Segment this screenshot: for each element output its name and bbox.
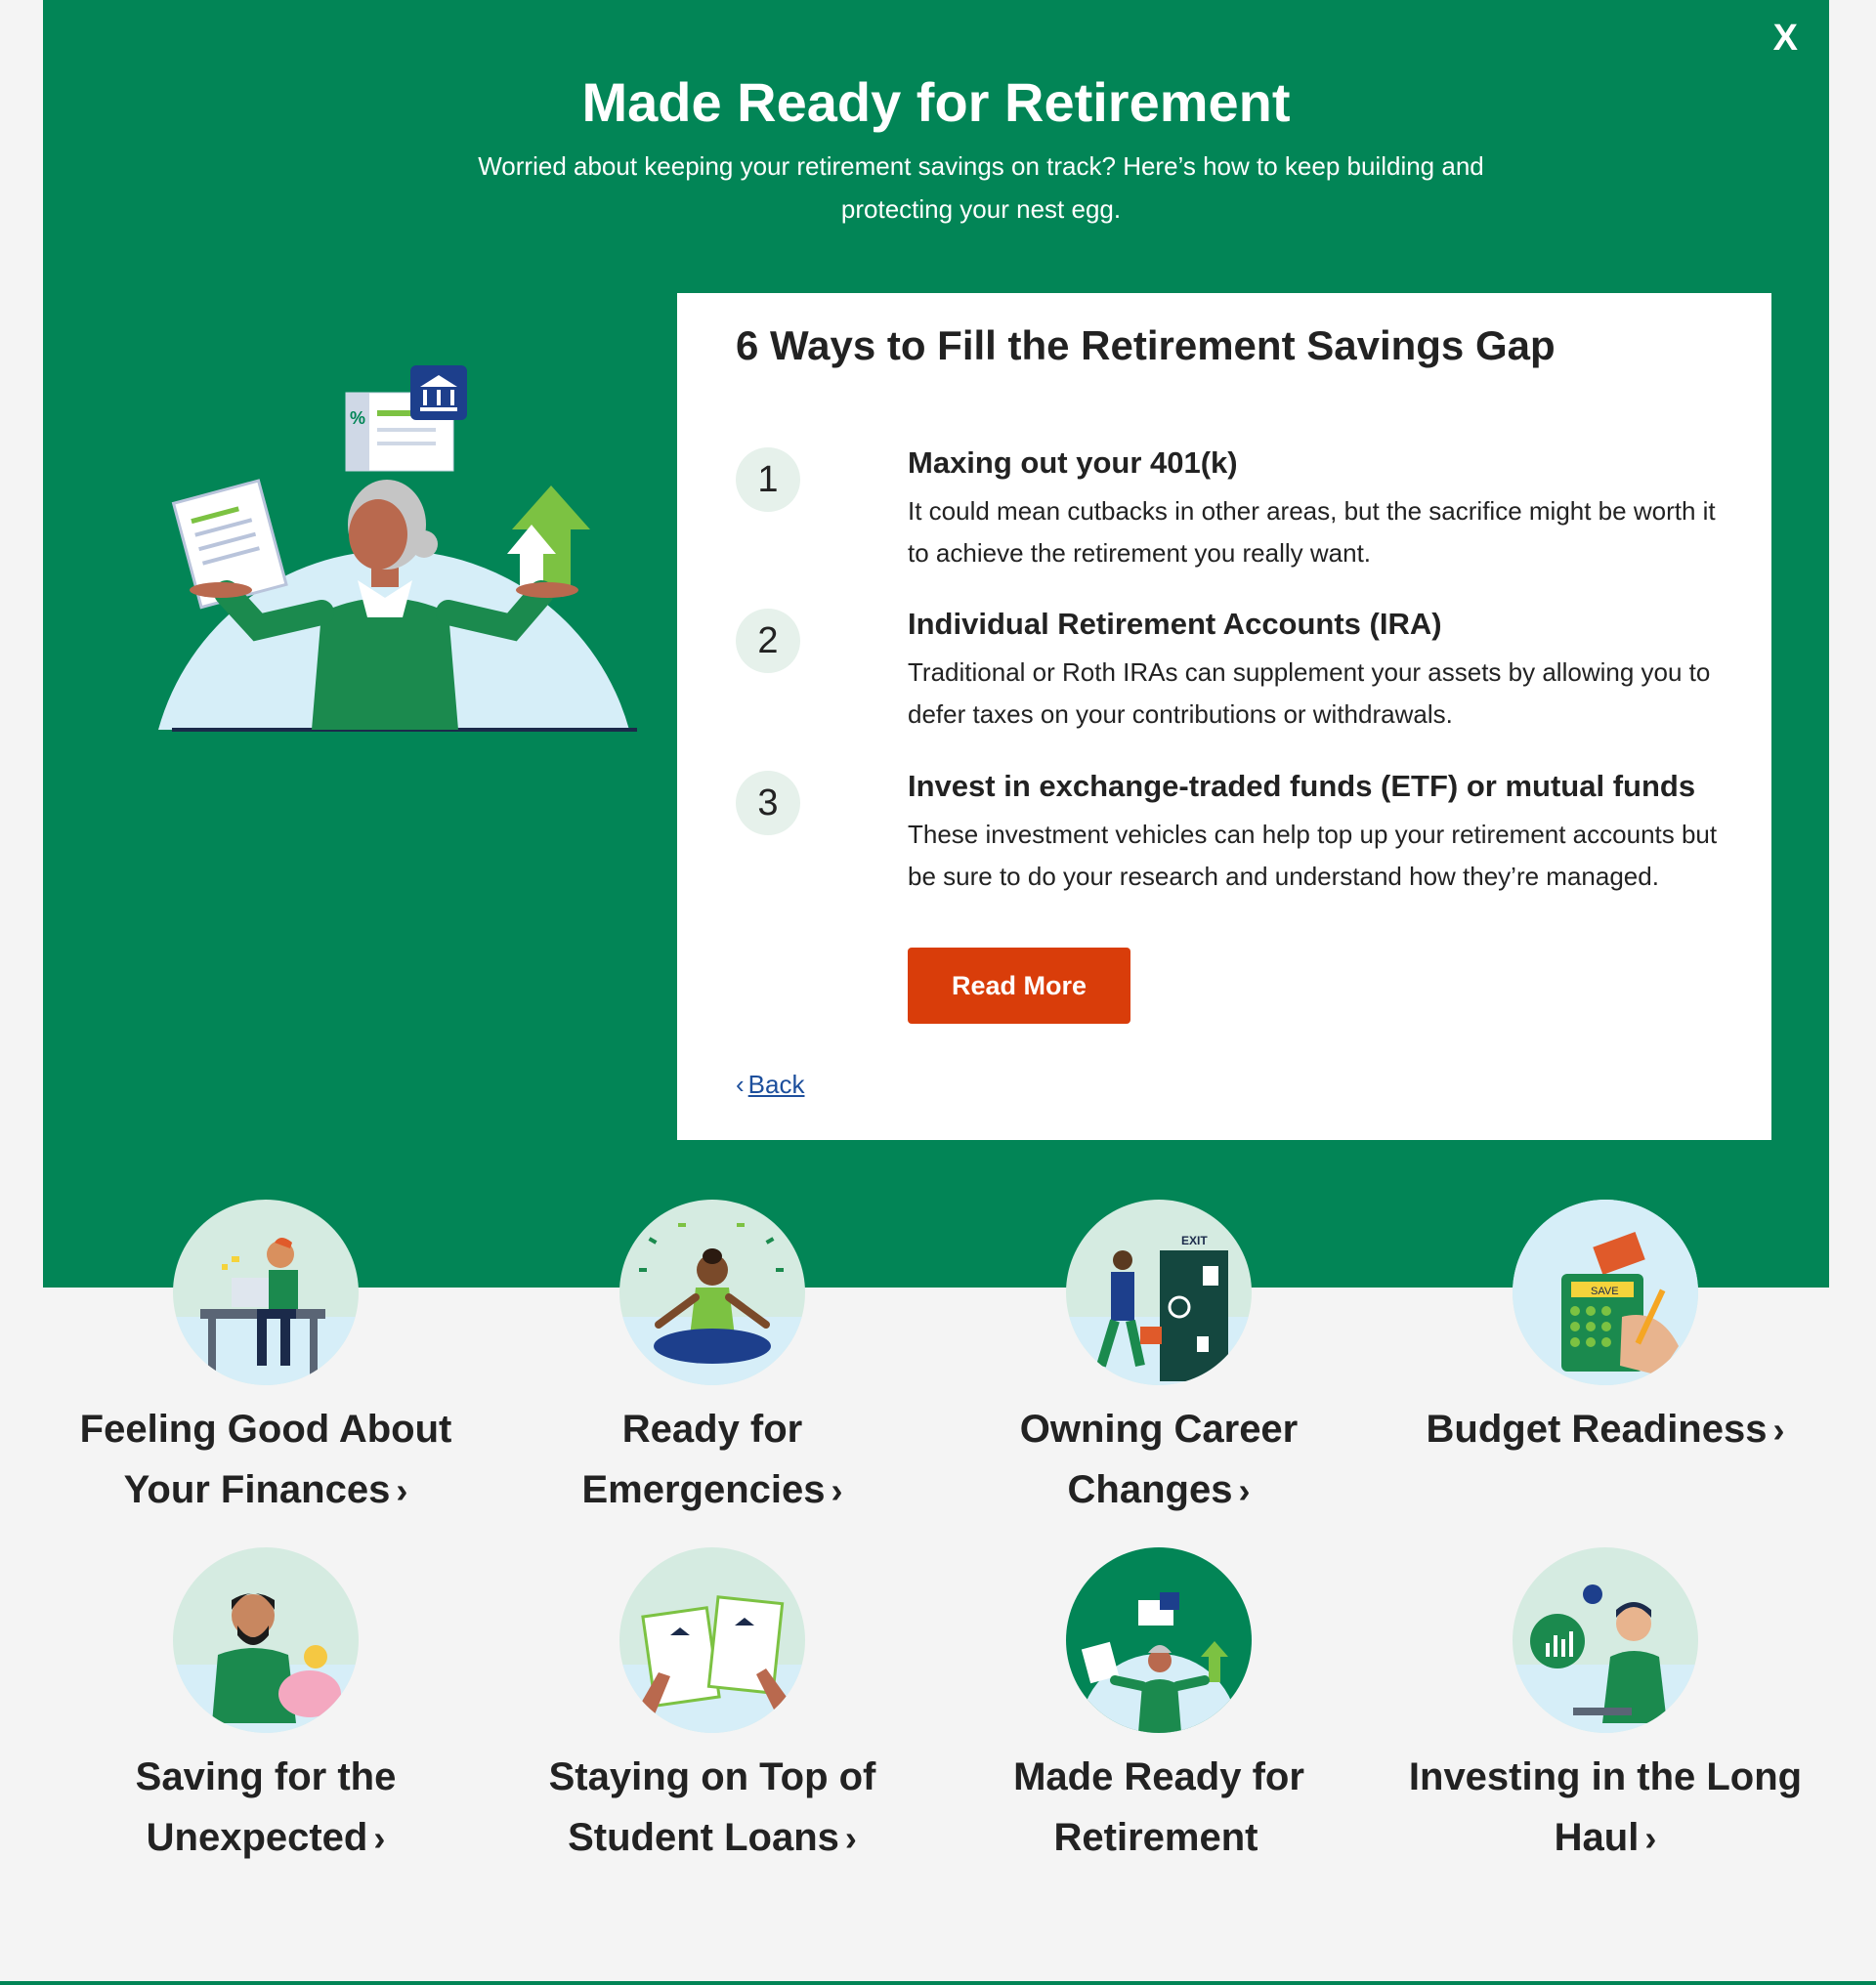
topic-label: Budget Readiness (1426, 1408, 1768, 1451)
step-body: Traditional or Roth IRAs can supplement your assets by allowing you to defer taxes on your contributions or withdrawals. (908, 657, 1711, 729)
meditating-person-icon (619, 1200, 805, 1385)
step-number: 2 (736, 609, 800, 673)
topic-label: Saving for the Unexpected (135, 1755, 397, 1859)
topic-label: Investing in the Long Haul (1408, 1755, 1803, 1859)
chevron-right-icon: › (1644, 1818, 1657, 1858)
modal-subtitle: Worried about keeping your retirement savings on track? Here’s how to keep building and protecting your nest egg. (478, 151, 1484, 224)
piggy-bank-icon (173, 1547, 359, 1733)
retirement-icon (1066, 1547, 1252, 1733)
desk-person-icon (173, 1200, 359, 1385)
topic-budget-readiness[interactable] (1400, 1200, 1811, 1460)
step-number: 1 (736, 447, 800, 512)
read-more-button[interactable]: Read More (908, 948, 1130, 1024)
chevron-right-icon: › (844, 1818, 857, 1858)
topic-label: Ready for Emergencies (581, 1408, 826, 1511)
topic-label: Feeling Good About Your Finances (79, 1408, 452, 1511)
calculator-icon (1513, 1200, 1698, 1385)
topic-student-loans[interactable] (507, 1547, 917, 1869)
chevron-left-icon: ‹ (736, 1070, 745, 1099)
retirement-tips-card (677, 293, 1771, 1140)
chevron-right-icon: › (1772, 1410, 1785, 1450)
step-body: These investment vehicles can help top up your retirement accounts but be sure to do your research and understand how they’re managed. (908, 820, 1718, 891)
back-link-label: Back (747, 1070, 805, 1099)
topic-label: Owning Career Changes (1019, 1408, 1299, 1511)
step-heading: Individual Retirement Accounts (IRA) (908, 607, 1442, 641)
modal-title: Made Ready for Retirement (581, 71, 1291, 133)
step-body: It could mean cutbacks in other areas, but the sacrifice might be worth it to achieve the retirement you really want. (908, 496, 1716, 568)
topic-owning-career-changes[interactable] (954, 1200, 1364, 1521)
close-button[interactable]: X (1772, 18, 1798, 59)
bank-icon (410, 365, 467, 420)
chevron-right-icon: › (1238, 1470, 1251, 1510)
step-heading: Invest in exchange-traded funds (ETF) or mutual funds (908, 769, 1696, 803)
up-arrow-icon (507, 486, 590, 593)
topic-feeling-good[interactable] (61, 1200, 471, 1521)
step-heading: Maxing out your 401(k) (908, 445, 1238, 480)
topic-label: Staying on Top of Student Loans (548, 1755, 876, 1859)
topic-made-ready-for-retirement[interactable] (954, 1547, 1364, 1869)
svg-text:%: % (350, 408, 366, 428)
chevron-right-icon: › (831, 1470, 843, 1510)
svg-text:EXIT: EXIT (1181, 1234, 1208, 1247)
chevron-right-icon: › (396, 1470, 408, 1510)
investor-icon (1513, 1547, 1698, 1733)
topic-saving-for-unexpected[interactable] (61, 1547, 471, 1869)
exit-door-icon (1066, 1200, 1252, 1385)
topic-label: Made Ready for Retirement (1013, 1755, 1304, 1859)
modal-panel (43, 0, 1829, 1288)
chevron-right-icon: › (373, 1818, 386, 1858)
card-title: 6 Ways to Fill the Retirement Savings Gap (736, 322, 1556, 368)
step-number: 3 (736, 771, 800, 835)
topic-investing-long-haul[interactable] (1400, 1547, 1811, 1869)
svg-text:SAVE: SAVE (1591, 1286, 1619, 1297)
bottom-border (0, 1981, 1876, 1985)
retirement-woman-illustration (111, 363, 659, 740)
loan-documents-icon (619, 1547, 805, 1733)
back-link[interactable] (736, 1070, 804, 1100)
topic-ready-for-emergencies[interactable] (507, 1200, 917, 1521)
